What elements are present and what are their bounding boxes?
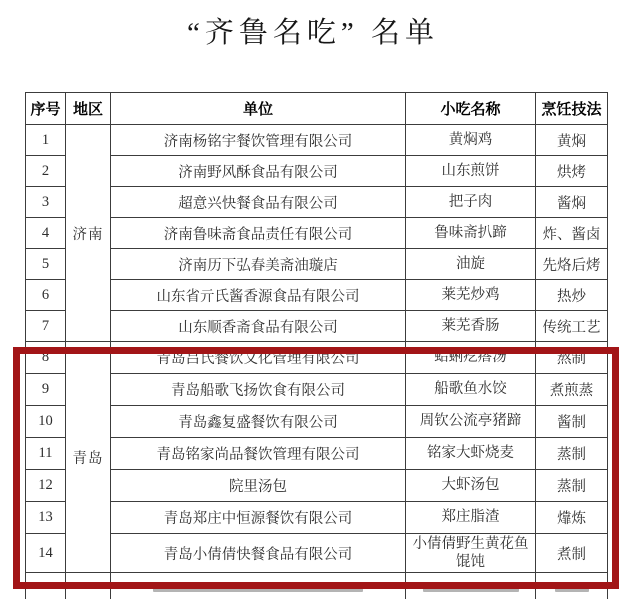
snack-cell: 小倩倩野生黄花鱼馄饨 bbox=[406, 534, 536, 573]
technique-cell bbox=[536, 573, 608, 599]
technique-cell: 烘烤 bbox=[536, 156, 608, 187]
region-cell-qingdao: 青岛 bbox=[66, 342, 111, 573]
clipped-text-fragment bbox=[423, 587, 519, 592]
technique-cell: 先烙后烤 bbox=[536, 249, 608, 280]
table-row bbox=[26, 502, 608, 534]
table-row bbox=[26, 342, 608, 374]
snack-cell: 船歌鱼水饺 bbox=[406, 374, 536, 406]
snack-cell: 郑庄脂渣 bbox=[406, 502, 536, 534]
header-no: 序号 bbox=[26, 93, 66, 125]
table-row bbox=[26, 311, 608, 342]
company-cell: 山东顺香斋食品有限公司 bbox=[111, 311, 406, 342]
page-title: “齐鲁名吃” 名单 bbox=[187, 17, 439, 49]
technique-cell: 黄焖 bbox=[536, 125, 608, 156]
table-row bbox=[26, 187, 608, 218]
technique-cell: 蒸制 bbox=[536, 438, 608, 470]
table-row bbox=[26, 470, 608, 502]
table-row bbox=[26, 156, 608, 187]
technique-cell: 煮煎蒸 bbox=[536, 374, 608, 406]
company-cell: 院里汤包 bbox=[111, 470, 406, 502]
technique-cell: 酱焖 bbox=[536, 187, 608, 218]
row-number: 6 bbox=[26, 280, 66, 311]
row-number: 12 bbox=[26, 470, 66, 502]
technique-cell: 酱制 bbox=[536, 406, 608, 438]
snack-cell: 周钦公流亭猪蹄 bbox=[406, 406, 536, 438]
region-cell bbox=[66, 573, 111, 599]
snack-cell: 油旋 bbox=[406, 249, 536, 280]
snack-cell: 蛤蜊疙瘩汤 bbox=[406, 342, 536, 374]
snack-cell: 把子肉 bbox=[406, 187, 536, 218]
header-technique: 烹饪技法 bbox=[536, 93, 608, 125]
technique-cell: 煮制 bbox=[536, 534, 608, 573]
header-snack: 小吃名称 bbox=[406, 93, 536, 125]
company-cell: 青岛小倩倩快餐食品有限公司 bbox=[111, 534, 406, 573]
row-number: 2 bbox=[26, 156, 66, 187]
company-cell: 青岛鑫复盛餐饮有限公司 bbox=[111, 406, 406, 438]
snack-cell: 莱芜炒鸡 bbox=[406, 280, 536, 311]
snack-cell: 大虾汤包 bbox=[406, 470, 536, 502]
company-cell: 超意兴快餐食品有限公司 bbox=[111, 187, 406, 218]
table-row bbox=[26, 438, 608, 470]
clipped-text-fragment bbox=[153, 587, 363, 592]
row-number: 14 bbox=[26, 534, 66, 573]
table-row bbox=[26, 406, 608, 438]
table-row bbox=[26, 249, 608, 280]
table-row bbox=[26, 374, 608, 406]
header-company: 单位 bbox=[111, 93, 406, 125]
company-cell: 青岛郑庄中恒源餐饮有限公司 bbox=[111, 502, 406, 534]
snack-cell: 铭家大虾烧麦 bbox=[406, 438, 536, 470]
snack-cell: 山东煎饼 bbox=[406, 156, 536, 187]
technique-cell: 炸、酱卤 bbox=[536, 218, 608, 249]
company-cell: 青岛船歌飞扬饮食有限公司 bbox=[111, 374, 406, 406]
company-cell: 济南历下弘春美斋油璇店 bbox=[111, 249, 406, 280]
row-number: 11 bbox=[26, 438, 66, 470]
table-row bbox=[26, 218, 608, 249]
table-row bbox=[26, 125, 608, 156]
snack-cell: 黄焖鸡 bbox=[406, 125, 536, 156]
row-number: 13 bbox=[26, 502, 66, 534]
row-number: 8 bbox=[26, 342, 66, 374]
row-number: 1 bbox=[26, 125, 66, 156]
snack-cell: 鲁味斋扒蹄 bbox=[406, 218, 536, 249]
technique-cell: 蒸制 bbox=[536, 470, 608, 502]
row-number bbox=[26, 573, 66, 599]
technique-cell: 传统工艺 bbox=[536, 311, 608, 342]
company-cell bbox=[111, 573, 406, 599]
row-number: 5 bbox=[26, 249, 66, 280]
row-number: 3 bbox=[26, 187, 66, 218]
company-cell: 青岛吕氏餐饮文化管理有限公司 bbox=[111, 342, 406, 374]
company-cell: 济南鲁味斋食品责任有限公司 bbox=[111, 218, 406, 249]
qilu-famous-foods-table bbox=[25, 92, 608, 599]
row-number: 4 bbox=[26, 218, 66, 249]
technique-cell: 热炒 bbox=[536, 280, 608, 311]
company-cell: 济南野风酥食品有限公司 bbox=[111, 156, 406, 187]
table-header-row bbox=[26, 93, 608, 125]
snack-cell bbox=[406, 573, 536, 599]
technique-cell: 㸆炼 bbox=[536, 502, 608, 534]
row-number: 7 bbox=[26, 311, 66, 342]
snack-cell: 莱芜香肠 bbox=[406, 311, 536, 342]
row-number: 10 bbox=[26, 406, 66, 438]
company-cell: 山东省亓氏酱香源食品有限公司 bbox=[111, 280, 406, 311]
company-cell: 济南杨铭宇餐饮管理有限公司 bbox=[111, 125, 406, 156]
header-region: 地区 bbox=[66, 93, 111, 125]
row-number: 9 bbox=[26, 374, 66, 406]
technique-cell: 熬制 bbox=[536, 342, 608, 374]
clipped-text-fragment bbox=[555, 587, 589, 592]
region-cell-jinan: 济南 bbox=[66, 125, 111, 342]
table-row bbox=[26, 534, 608, 573]
company-cell: 青岛铭家尚品餐饮管理有限公司 bbox=[111, 438, 406, 470]
table-row bbox=[26, 280, 608, 311]
table-row-partial-clipped bbox=[26, 573, 608, 599]
